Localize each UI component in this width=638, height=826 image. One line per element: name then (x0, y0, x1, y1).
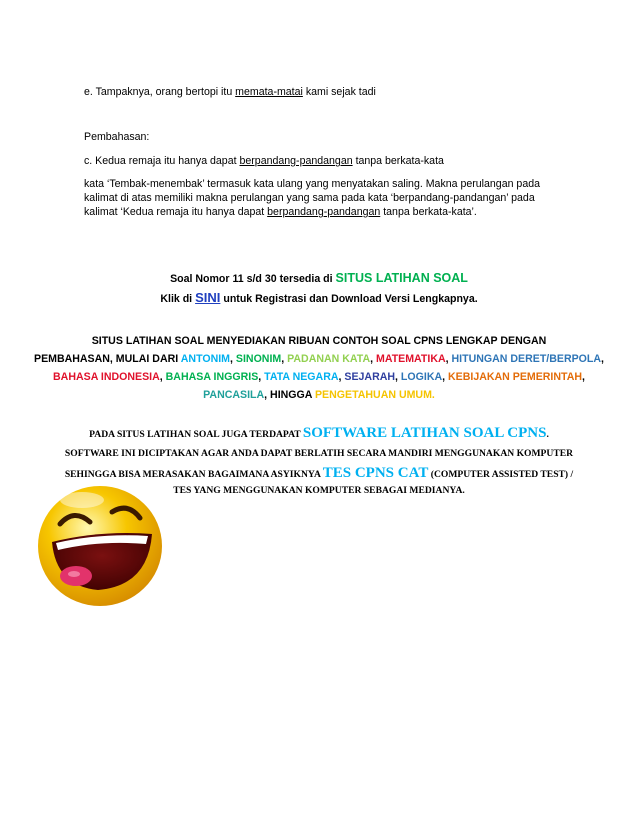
info-line-4: PANCASILA, HINGGA PENGETAHUAN UMUM. (203, 389, 435, 401)
explanation-paragraph (84, 177, 584, 219)
matematika-label: MATEMATIKA (376, 353, 446, 365)
laughing-smiley-icon (30, 478, 166, 610)
info-line-3: BAHASA INDONESIA, BAHASA INGGRIS, TATA NEGARA, SEJARAH, LOGIKA, KEBIJAKAN PEMERINTAH, (53, 371, 585, 383)
answer-option-e (84, 85, 376, 99)
software-l1-prefix: PADA SITUS LATIHAN SOAL JUGA TERDAPAT (89, 429, 301, 440)
explanation-line-3 (84, 205, 584, 219)
pancasila-label: PANCASILA (203, 389, 265, 401)
software-line-1: PADA SITUS LATIHAN SOAL JUGA TERDAPAT SOFTWARE LATIHAN SOAL CPNS. (89, 425, 549, 441)
explanation-line-3-underlined: berpandang-pandangan (267, 206, 381, 218)
software-line-2: SOFTWARE INI DICIPTAKAN AGAR ANDA DAPAT BERLATIH SECARA MANDIRI MENGGUNAKAN KOMPUTER (64, 448, 574, 459)
answer-c-suffix: tanpa berkata-kata (355, 155, 444, 167)
explanation-line-2: kalimat di atas memiliki makna perulangan yang sama pada kata ‘berpandang-pandangan’ pada (84, 192, 535, 204)
answer-c-underlined: berpandang-pandangan (239, 155, 353, 167)
logika-label: LOGIKA (400, 371, 443, 383)
answer-e-suffix: kami sejak tadi (305, 86, 376, 98)
software-latihan-soal-cpns-link[interactable]: SOFTWARE LATIHAN SOAL CPNS (302, 425, 547, 441)
promo-line-1-prefix: Soal Nomor 11 s/d 30 tersedia di (170, 273, 333, 285)
situs-latihan-soal-link[interactable]: SITUS LATIHAN SOAL (335, 271, 468, 285)
tata-negara-label: TATA NEGARA (264, 371, 339, 383)
promo-line-2 (0, 290, 638, 305)
bahasa-inggris-label: BAHASA INGGRIS (165, 371, 259, 383)
explanation-line-1: kata ‘Tembak-menembak’ termasuk kata ulang yang menyatakan saling. Makna perulangan pada (84, 178, 540, 190)
antonim-label: ANTONIM (180, 353, 231, 365)
promo-line-2-suffix: untuk Registrasi dan Download Versi Lengkapnya. (223, 293, 478, 305)
explanation-line-3-suffix: tanpa berkata-kata’. (383, 206, 477, 218)
sinonim-label: SINONIM (235, 353, 282, 365)
explanation-line-3-prefix: kalimat ‘Kedua remaja itu hanya dapat (84, 206, 265, 218)
answer-e-prefix: e. Tampaknya, orang bertopi itu (84, 86, 233, 98)
answer-c-prefix: c. Kedua remaja itu hanya dapat (84, 155, 237, 167)
hitungan-deret-label: HITUNGAN DERET/BERPOLA (451, 353, 602, 365)
info-line-1: SITUS LATIHAN SOAL MENYEDIAKAN RIBUAN CONTOH SOAL CPNS LENGKAP DENGAN (91, 335, 547, 347)
info-line-2: PEMBAHASAN, MULAI DARI ANTONIM, SINONIM, PADANAN KATA, MATEMATIKA, HITUNGAN DERET/BERPOLA, (34, 353, 604, 365)
bahasa-indonesia-label: BAHASA INDONESIA (53, 371, 160, 383)
sejarah-label: SEJARAH (344, 371, 396, 383)
answer-e-underlined: memata-matai (235, 86, 303, 98)
pengetahuan-umum-label: PENGETAHUAN UMUM. (314, 389, 435, 401)
software-line-4: TES YANG MENGGUNAKAN KOMPUTER SEBAGAI MEDIANYA. (173, 485, 465, 496)
promo-line-1 (0, 271, 638, 285)
hingga-label: HINGGA (270, 389, 313, 401)
sini-link[interactable]: SINI (195, 290, 221, 305)
answer-option-c (84, 154, 444, 168)
tes-cpns-cat-link[interactable]: TES CPNS CAT (322, 465, 429, 481)
kebijakan-pemerintah-label: KEBIJAKAN PEMERINTAH (448, 371, 583, 383)
promo-line-2-prefix: Klik di (160, 293, 193, 305)
software-l3-prefix: SEHINGGA BISA MERASAKAN BAGAIMANA ASYIKNYA (64, 469, 321, 480)
padanan-kata-label: PADANAN KATA (287, 353, 371, 365)
info-l2-prefix: PEMBAHASAN, MULAI DARI (34, 353, 179, 365)
software-l3-suffix: (COMPUTER ASSISTED TEST) / (430, 469, 574, 480)
pembahasan-label: Pembahasan: (84, 131, 150, 143)
